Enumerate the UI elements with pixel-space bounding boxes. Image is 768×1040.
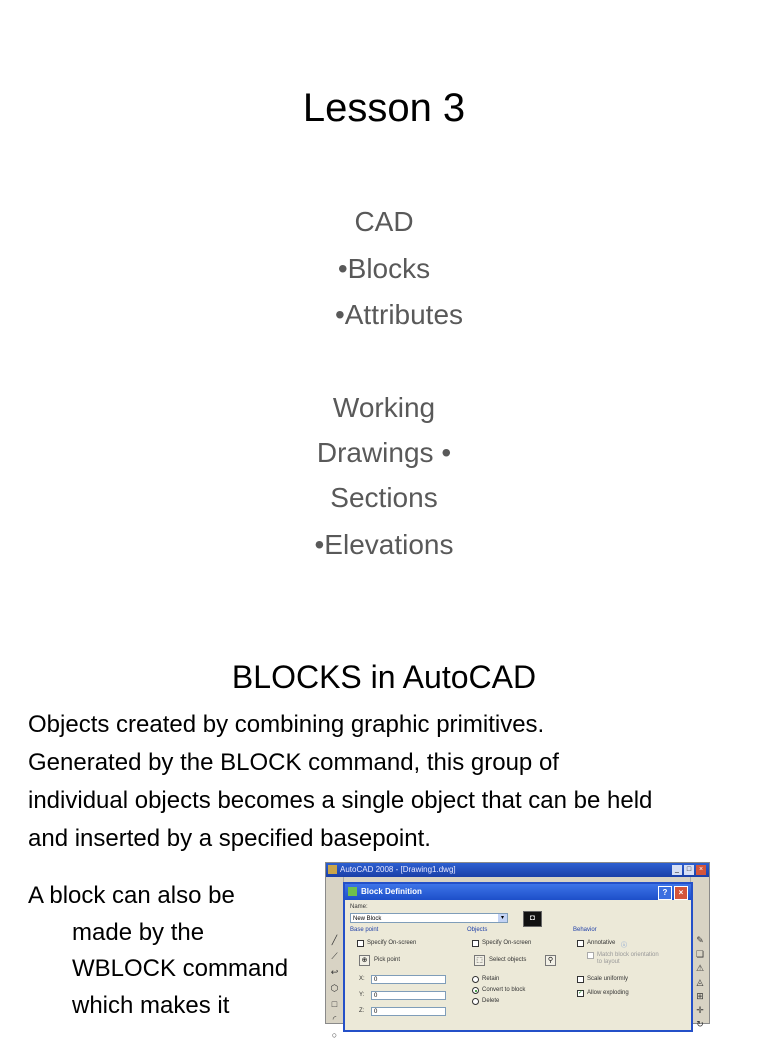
maximize-icon[interactable]: □ — [684, 865, 694, 875]
block-icon — [348, 887, 357, 896]
specify-onscreen-label: Specify On-screen — [482, 940, 532, 946]
base-z-input[interactable] — [371, 1007, 446, 1016]
base-point-group: Base point — [350, 927, 379, 933]
scale-uniformly-label: Scale uniformly — [587, 976, 629, 982]
rectangle-icon[interactable]: □ — [331, 999, 338, 1009]
topic-line-elevations: •Elevations — [314, 529, 454, 560]
objects-group: Objects — [467, 927, 488, 933]
behavior-group: Behavior — [573, 927, 597, 933]
annotative-checkbox[interactable] — [577, 940, 584, 947]
lesson-title: Lesson 3 — [302, 86, 466, 130]
chevron-down-icon[interactable]: ▾ — [498, 914, 507, 922]
retain-label: Retain — [482, 976, 500, 982]
z-value: 0 — [374, 1009, 378, 1015]
allow-exploding-label: Allow exploding — [587, 990, 629, 996]
construction-line-icon[interactable]: ⟋ — [331, 951, 338, 961]
note-line: WBLOCK command — [72, 955, 289, 982]
topic-line-cad: CAD — [354, 206, 414, 237]
draw-toolbar — [326, 877, 344, 1040]
block-name-value: New Block — [353, 916, 382, 922]
paragraph-line: Objects created by combining graphic primitives. — [28, 711, 545, 738]
convert-to-block-radio[interactable] — [472, 987, 479, 994]
convert-to-block-label: Convert to block — [482, 987, 526, 993]
app-title: AutoCAD 2008 - [Drawing1.dwg] — [340, 865, 456, 874]
paragraph-line: Generated by the BLOCK command, this group of — [28, 749, 559, 776]
topic-line-sections: Sections — [330, 482, 438, 513]
polyline-icon[interactable]: ↩ — [330, 967, 339, 977]
help-icon[interactable]: ? — [658, 886, 672, 900]
info-icon: ⓘ — [621, 943, 628, 949]
topic-line-working: Working — [332, 392, 436, 423]
retain-radio[interactable] — [472, 976, 479, 983]
topic-line-attributes: •Attributes — [334, 299, 464, 330]
name-label: Name: — [350, 904, 368, 910]
copy-icon[interactable]: ❏ — [695, 949, 705, 959]
select-objects-label: Select objects — [489, 957, 527, 963]
quick-select-icon[interactable]: ⚲ — [545, 955, 556, 966]
y-value: 0 — [374, 993, 378, 999]
blocks-heading: BLOCKS in AutoCAD — [231, 659, 537, 695]
block-preview-icon: ◘ — [523, 911, 542, 927]
base-x-input[interactable] — [371, 975, 446, 984]
topic-line-blocks: •Blocks — [337, 253, 431, 284]
dialog-controls — [658, 886, 688, 900]
specify-onscreen-checkbox-objects[interactable] — [472, 940, 479, 947]
wblock-note — [28, 878, 328, 1024]
autocad-screenshot — [325, 862, 710, 1040]
topic-line-drawings: Drawings • — [316, 437, 452, 468]
match-orientation-label: Match block orientation — [597, 952, 659, 958]
pick-point-icon[interactable]: ⊕ — [359, 955, 370, 966]
dialog-title: Block Definition — [361, 887, 422, 896]
note-line: which makes it — [72, 991, 230, 1019]
mirror-icon[interactable]: ⚠ — [695, 963, 705, 973]
line-tool-icon[interactable]: ╱ — [331, 935, 338, 945]
match-orientation-checkbox[interactable] — [587, 952, 594, 959]
specify-onscreen-label: Specify On-screen — [367, 940, 417, 946]
blocks-description — [28, 706, 758, 858]
arc-icon[interactable]: ◜ — [332, 1014, 337, 1024]
app-window-controls — [672, 865, 706, 875]
base-y-input[interactable] — [371, 991, 446, 1000]
to-layout-label: to layout — [597, 959, 620, 965]
block-definition-dialog — [343, 882, 693, 1032]
x-value: 0 — [374, 977, 378, 983]
pick-point-label: Pick point — [374, 957, 401, 963]
paragraph-line: and inserted by a specified basepoint. — [28, 825, 431, 852]
erase-icon[interactable]: ✎ — [696, 935, 704, 945]
close-icon[interactable]: × — [696, 865, 706, 875]
note-line: made by the — [72, 918, 205, 946]
dialog-titlebar — [345, 884, 691, 900]
paragraph-line: individual objects becomes a single object that can be held — [28, 787, 653, 814]
delete-radio[interactable] — [472, 998, 479, 1005]
array-icon[interactable]: ⊞ — [696, 991, 704, 1001]
rotate-icon[interactable]: ↻ — [696, 1019, 704, 1029]
x-label: X: — [359, 976, 365, 982]
polygon-icon[interactable]: ⬡ — [330, 983, 339, 993]
delete-label: Delete — [482, 998, 500, 1004]
note-line: A block can also be — [28, 882, 235, 909]
y-label: Y: — [359, 992, 365, 998]
allow-exploding-checkbox[interactable]: ✓ — [578, 990, 584, 996]
specify-onscreen-checkbox-base[interactable] — [357, 940, 364, 947]
block-name-input[interactable] — [350, 913, 508, 923]
dialog-close-icon[interactable]: × — [674, 886, 688, 900]
move-icon[interactable]: ✛ — [696, 1005, 704, 1015]
annotative-label: Annotative — [587, 940, 616, 946]
select-objects-icon[interactable]: ⬚ — [474, 955, 485, 966]
z-label: Z: — [359, 1008, 365, 1014]
offset-icon[interactable]: ◬ — [696, 977, 704, 987]
circle-icon[interactable]: ○ — [331, 1030, 338, 1040]
app-titlebar — [326, 863, 709, 877]
autocad-app-icon — [328, 865, 337, 874]
minimize-icon[interactable]: _ — [672, 865, 682, 875]
scale-uniformly-checkbox[interactable] — [577, 976, 584, 983]
